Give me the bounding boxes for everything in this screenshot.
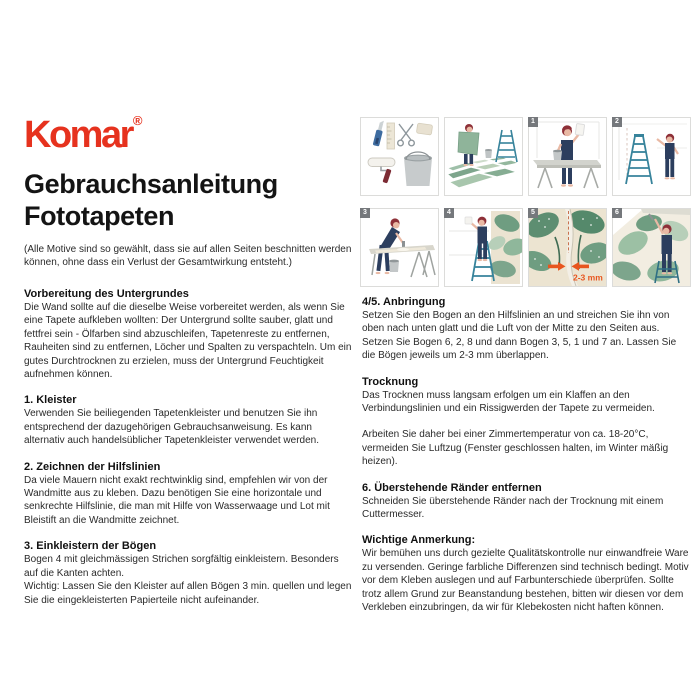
section-paragraph: Da viele Mauern nicht exakt rechtwinklig sind, empfehlen wir von der Wandmitte aus zu kleben. Dazu benötigen Sie eine horizontale und senkrechte Hilfslinie, die man mit Hilfe von Wasserwaage und Lot mit Bleistift an die Wandmitte zeichnet. [24, 474, 330, 526]
registered-mark: ® [132, 113, 143, 128]
section-kleister [24, 394, 354, 447]
step-badge: 5 [528, 208, 538, 218]
section-paragraph: Wichtig: Lassen Sie den Kleister auf allen Bögen 3 min. quellen und legen Sie die eingekleisterten Papierteile nicht aufeinander. [24, 581, 352, 606]
ruler-icon [387, 123, 395, 149]
overlap-detail-illustration [529, 209, 606, 286]
section-wichtige-anmerkung [362, 534, 690, 614]
overlap-measurement-label: 2-3 mm [573, 272, 603, 283]
section-heading: 6. Überstehende Ränder entfernen [362, 481, 542, 494]
draw-guidelines-illustration [613, 118, 690, 195]
cutter-knife-icon [373, 120, 386, 147]
section-paragraph: Arbeiten Sie daher bei einer Zimmertemperatur von ca. 18-20°C, vermeiden Sie Luftzug (Fenster geschlossen halten, im Winter mäßig heizen). [362, 429, 669, 468]
section-trocknung [362, 376, 690, 469]
section-heading: Vorbereitung des Untergrundes [24, 288, 189, 300]
komar-logo-text: Komar [24, 114, 132, 156]
ladder-icon [496, 130, 517, 162]
scissors-icon [398, 124, 415, 146]
bucket-icon [553, 150, 562, 160]
intro-note: (Alle Motive sind so gewählt, dass sie auf allen Seiten beschnitten werden können, ohne dass ein Verlust der Gesamtwirkung entsteht.) [24, 244, 352, 269]
section-paragraph: Schneiden Sie überstehende Ränder nach der Trocknung mit einem Cuttermesser. [362, 495, 664, 521]
section-paragraph: Bogen 4 mit gleichmässigen Strichen sorgfältig einkleistern. Besonders auf die Kanten achten. [24, 554, 339, 579]
person-holding-sheet [458, 124, 479, 166]
section-hilfslinien [24, 461, 354, 528]
section-anbringung [362, 296, 690, 363]
panel-hang-sheet [444, 208, 523, 287]
sponge-icon [416, 123, 432, 135]
page-title-line2: Fototapeten [24, 201, 175, 231]
tools-illustration [361, 118, 438, 195]
step-badge: 3 [360, 208, 370, 218]
hang-sheet-illustration [445, 209, 522, 286]
bucket-icon [404, 152, 432, 186]
section-heading: 1. Kleister [24, 394, 77, 407]
page-title [24, 168, 278, 232]
step-badge: 2 [612, 117, 622, 127]
step-illustrations [360, 117, 691, 287]
section-paragraph: Verwenden Sie beiliegenden Tapetenkleister und benutzen Sie ihn entsprechend der dazugehörigen Gebrauchsanweisung. Es kann alternativ auch handelsüblicher Tapetenkleister verwendet werden. [24, 408, 319, 447]
section-heading: 3. Einkleistern der Bögen [24, 540, 157, 553]
section-paragraph: Wir bemühen uns durch gezielte Qualitätskontrolle nur einwandfreie Ware zu versenden. Geringe farbliche Differenzen sind technisch bedingt. Motiv vor dem Kleben auslegen und auf Farbunterschiede überprüfen. Sollte trotz allem Grund zur Beanstandung bestehen, bitten wir diesen vor dem Verkleben einzubringen, da wir für Klebekosten nicht haften können. [362, 548, 689, 614]
left-column [24, 288, 354, 620]
section-paragraph: Setzen Sie den Bogen an den Hilfslinien an und streichen Sie ihn von oben nach unten glatt und die Luft von der Mitte zu den Seiten aus. Setzen Sie Bogen 6, 2, 8 und dann Bogen 3, 5, 1 und 7 an. Lassen Sie die Bögen jeweils um 2-3 mm überlappen. [362, 310, 677, 362]
layout-overview-illustration [445, 118, 522, 195]
section-heading: Wichtige Anmerkung: [362, 534, 476, 547]
section-heading: 4/5. Anbringung [362, 296, 446, 308]
section-einkleistern [24, 540, 354, 607]
step-badge: 1 [528, 117, 538, 127]
section-raender-entfernen [362, 482, 690, 522]
ladder-icon [626, 134, 652, 184]
panel-trim-edges [612, 208, 691, 287]
hung-wallpaper [486, 211, 522, 284]
bucket-icon [389, 260, 399, 272]
person-figure [657, 134, 678, 180]
section-paragraph: Die Wand sollte auf die dieselbe Weise vorbereitet werden, als wenn Sie eine Tapete aufkleben wollten: Der Untergrund sollte sauber, glatt und fettfrei sein - Ölfarben sind abzuschleifen, Tapetenreste zu entfernen, Rauheiten sind zu entfernen, Löcher und Spalten zu verspachteln. Um ein gutes Durchtrocknen zu erzielen, muss der Untergrund Feuchtigkeit aufnehmen können. [24, 302, 352, 381]
floor-sheets [447, 157, 519, 188]
trim-edges-illustration [613, 209, 690, 286]
person-legs [561, 168, 573, 187]
page-title-line1: Gebrauchsanleitung [24, 169, 278, 199]
panel-paste-sheet [360, 208, 439, 287]
panel-layout-overview [444, 117, 523, 196]
worktable [533, 160, 601, 188]
bucket-icon [485, 149, 492, 158]
panel-overlap-detail [528, 208, 607, 287]
paste-sheet-illustration [361, 209, 438, 286]
section-vorbereitung [24, 288, 354, 381]
right-column [362, 296, 690, 628]
step-badge: 4 [444, 208, 454, 218]
paint-roller-icon [368, 158, 395, 183]
panel-draw-guidelines [612, 117, 691, 196]
prepare-paste-illustration [529, 118, 606, 195]
panel-tools [360, 117, 439, 196]
komar-logo [24, 114, 142, 154]
step-badge: 6 [612, 208, 622, 218]
section-heading: Trocknung [362, 375, 419, 388]
panel-prepare-paste [528, 117, 607, 196]
section-heading: 2. Zeichnen der Hilfslinien [24, 460, 161, 473]
section-paragraph: Das Trocknen muss langsam erfolgen um ein Klaffen an den Verbindungslinien und ein Rissigwerden der Tapete zu vermeiden. [362, 389, 655, 415]
